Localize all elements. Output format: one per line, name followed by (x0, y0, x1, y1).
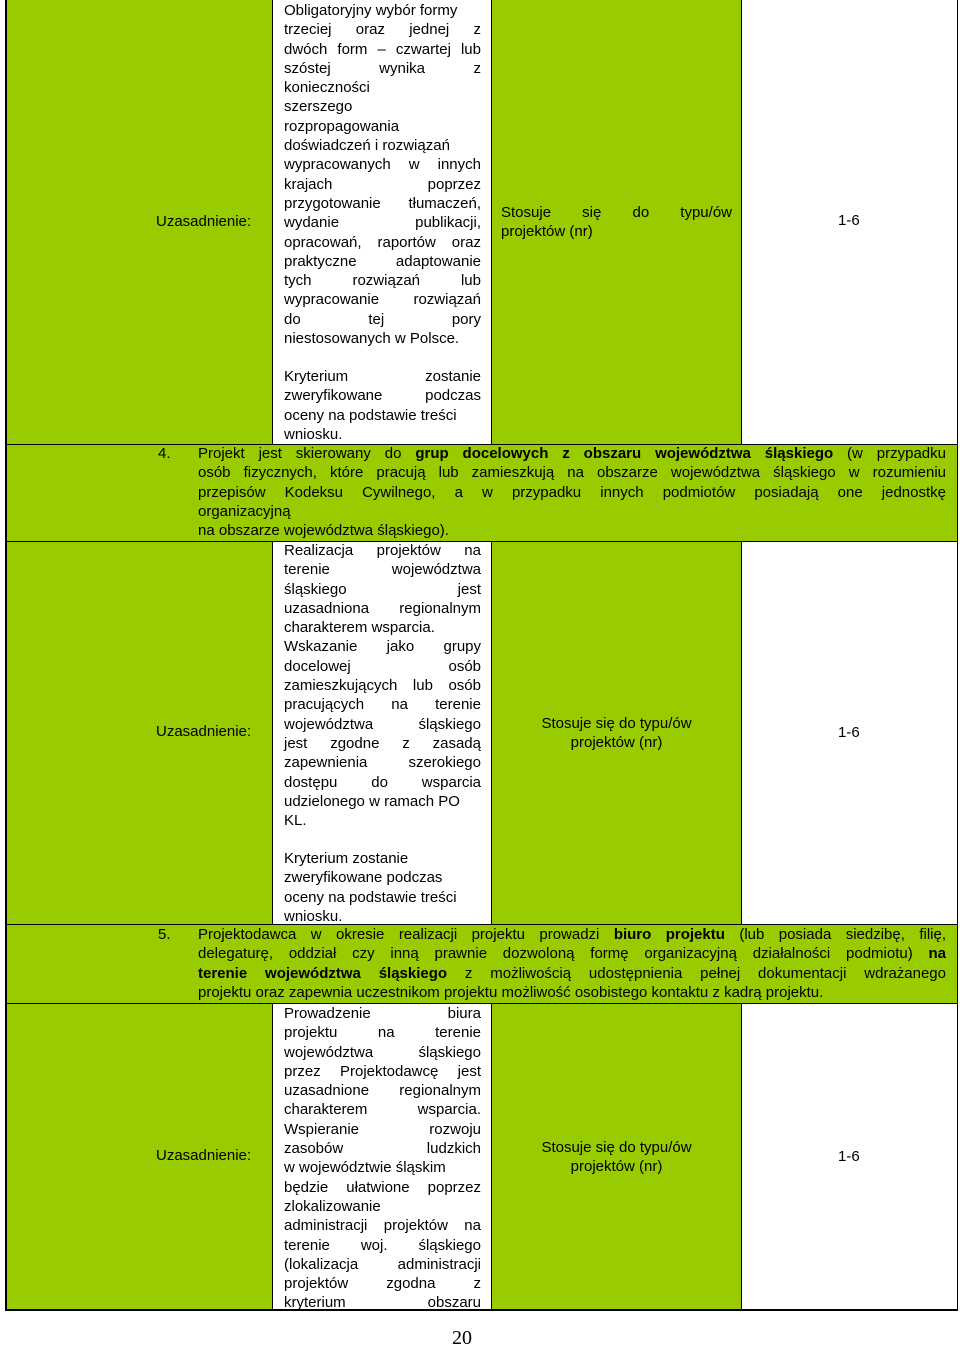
applies-text (501, 203, 732, 242)
text-line: uzasadnione regionalnym (284, 1082, 481, 1100)
justification-label: Uzasadnienie: (156, 723, 252, 740)
verification-text (284, 367, 481, 444)
border-right (957, 0, 958, 1311)
text-line: konieczności (284, 79, 370, 97)
text-line: uzasadniona regionalnym (284, 599, 481, 617)
text-line: Obligatoryjny wybór formy (284, 2, 458, 19)
text-line: charakterem wsparcia. (284, 1101, 481, 1119)
text-line: zasobów ludzkich (284, 1140, 481, 1158)
text-line: w województwie śląskim (284, 1159, 446, 1177)
text-segment: delegaturę, oddział czy inną prawnie dozwoloną formę organizacyjną działalności podmiotu) (198, 945, 929, 963)
justification-label: Uzasadnienie: (156, 1147, 252, 1164)
divider-v (741, 1004, 742, 1310)
text-line (198, 502, 946, 521)
justification-text (284, 541, 481, 830)
text-line: Stosuje się do typu/ów (541, 715, 692, 732)
text-segment: organizacyjną (198, 502, 291, 520)
text-line: przygotowanie tłumaczeń, (284, 194, 481, 212)
text-line: Stosuje się do typu/ów (541, 1139, 692, 1156)
divider-v (491, 542, 492, 924)
text-line (198, 925, 946, 944)
text-line: Kryterium zostanie (284, 368, 481, 385)
divider-h (6, 1003, 958, 1004)
divider-v (741, 0, 742, 444)
divider-v (491, 0, 492, 444)
text-line: Kryterium zostanie (284, 850, 409, 867)
text-line: doświadczeń i rozwiązań (284, 137, 450, 155)
applies-text (501, 1138, 732, 1177)
text-line: projektu na terenie (284, 1024, 481, 1042)
page-number: 20 (452, 1327, 472, 1349)
text-line (198, 983, 946, 1002)
text-line: niestosowanych w Polsce. (284, 330, 460, 348)
text-line (198, 483, 946, 502)
text-line (198, 521, 946, 540)
text-line: KL. (284, 812, 307, 830)
justification-label: Uzasadnienie: (156, 212, 252, 230)
text-line (198, 444, 946, 463)
text-line: przez Projektodawcę jest (284, 1062, 481, 1080)
text-line: będzie ułatwione poprzez (284, 1178, 481, 1196)
text-line: szerszego (284, 98, 353, 116)
project-type-range: 1-6 (838, 212, 860, 229)
verification-text (284, 849, 481, 926)
text-line (198, 463, 946, 482)
text-line: zapewnienia szerokiego (284, 754, 481, 772)
text-line: szóstej wynika z (284, 59, 481, 77)
border-left (5, 0, 7, 1311)
text-segment: Projektodawca w okresie realizacji projektu prowadzi (198, 926, 614, 943)
divider-v (272, 542, 273, 924)
text-line: wydanie publikacji, (284, 214, 481, 232)
text-line (198, 944, 946, 963)
text-line: wypracowanych w innych (284, 156, 481, 174)
text-line: charakterem wsparcia. (284, 619, 435, 637)
project-type-range: 1-6 (838, 724, 860, 741)
text-line: projektów zgodna z (284, 1275, 481, 1293)
text-line: zweryfikowane podczas (284, 387, 481, 405)
divider-v (491, 1004, 492, 1310)
divider-v (272, 1004, 273, 1310)
text-segment: na obszarze województwa śląskiego). (198, 522, 449, 540)
text-line: Wskazanie jako grupy (284, 638, 481, 656)
text-line: oceny na podstawie treści (284, 888, 457, 906)
text-line: praktyczne adaptowanie (284, 252, 481, 270)
justification-text (284, 1004, 481, 1313)
text-segment: z możliwością udostępnienia pełnej dokumentacji wdrażanego (447, 964, 946, 982)
text-line: opracowań, raportów oraz (284, 233, 481, 251)
text-line: zlokalizowanie (284, 1197, 381, 1215)
text-line: administracji projektów na (284, 1217, 481, 1235)
text-line: projektów (nr) (501, 223, 593, 241)
text-segment: (w przypadku (833, 445, 946, 462)
text-line: projektów (nr) (570, 1158, 663, 1176)
text-line (198, 964, 946, 983)
border-bottom (5, 1309, 958, 1311)
text-line: trzeciej oraz jednej z (284, 21, 481, 39)
text-segment: projektu oraz zapewnia uczestnikom projektu możliwość osobistego kontaktu z kadrą projektu. (198, 983, 824, 1001)
text-line: kryterium obszaru (284, 1294, 481, 1312)
text-line: wniosku. (284, 425, 343, 443)
text-line: tych rozwiązań lub (284, 272, 481, 290)
divider-v (272, 0, 273, 444)
text-line: Realizacja projektów na (284, 542, 481, 559)
bold-text: terenie województwa śląskiego (198, 964, 448, 982)
text-line: Stosuje się do typu/ów (501, 204, 732, 221)
text-line: krajach poprzez (284, 175, 481, 193)
text-line: docelowej osób (284, 657, 481, 675)
text-line: wypracowanie rozwiązań (284, 291, 481, 309)
text-line: wniosku. (284, 907, 343, 925)
justification-text (284, 1, 481, 348)
text-line: (lokalizacja administracji (284, 1255, 481, 1273)
text-segment: (lub posiada siedzibę, filię, (724, 926, 946, 943)
text-line: do tej pory (284, 310, 481, 328)
criterion-5-text (198, 925, 946, 1002)
text-line: województwa śląskiego (284, 715, 481, 733)
text-line: dwóch form – czwartej lub (284, 40, 481, 58)
divider-h (6, 541, 958, 542)
text-line: województwa śląskiego (284, 1043, 481, 1061)
text-line: terenie województwa (284, 561, 481, 579)
text-segment: osób fizycznych, które pracują lub zamieszkują na obszarze województwa śląskiego w rozumieniu (198, 464, 946, 482)
text-line: Prowadzenie biura (284, 1005, 481, 1022)
text-line: zamieszkujących lub osób (284, 677, 481, 695)
text-line: zweryfikowane podczas (284, 869, 443, 887)
text-line: Wspieranie rozwoju (284, 1120, 481, 1138)
bold-text: grup docelowych z obszaru województwa śląskiego (415, 445, 834, 462)
text-line: śląskiego jest (284, 580, 481, 598)
text-segment: przepisów Kodeksu Cywilnego, a w przypadku innych podmiotów posiadają one jednostkę (198, 483, 946, 501)
bold-text: na (928, 945, 946, 963)
text-line: udzielonego w ramach PO (284, 792, 460, 810)
bold-text: biuro projektu (613, 926, 725, 943)
applies-text (501, 714, 732, 753)
text-line: dostępu do wsparcia (284, 773, 481, 791)
text-line: rozpropagowania (284, 117, 400, 135)
text-line: projektów (nr) (570, 734, 663, 752)
text-line: oceny na podstawie treści (284, 406, 457, 424)
text-line: terenie woj. śląskiego (284, 1236, 481, 1254)
text-segment: Projekt jest skierowany do (198, 445, 416, 462)
text-line: pracujących na terenie (284, 696, 481, 714)
text-line: jest zgodne z zasadą (284, 734, 481, 752)
criterion-4-text (198, 444, 946, 540)
criterion-number: 5. (158, 926, 171, 943)
project-type-range: 1-6 (838, 1148, 860, 1165)
divider-v (741, 542, 742, 924)
criterion-number: 4. (158, 445, 171, 462)
